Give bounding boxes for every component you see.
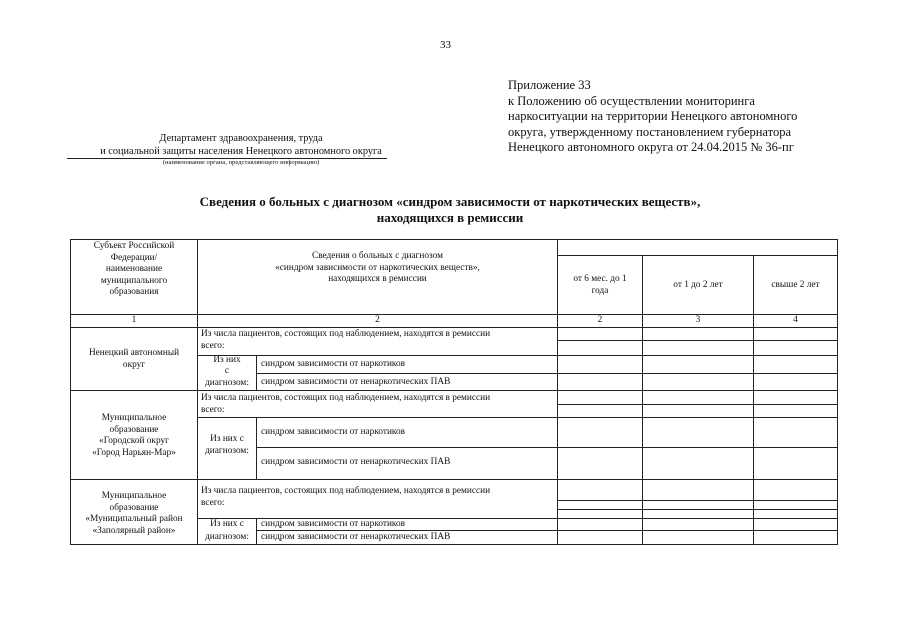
department-line: и социальной защиты населения Ненецкого автономного округа (100, 146, 382, 157)
column-number: 3 (695, 315, 701, 325)
header-6-months-line: от 6 мес. до 1 (573, 274, 627, 284)
of-them-diagnosis-label (198, 355, 256, 389)
of-them-line: диагнозом: (205, 377, 249, 388)
department-caption: (наименование органа, представляющего информацию) (162, 159, 320, 166)
total-remission-label (201, 393, 557, 416)
column-number: 2 (597, 315, 603, 325)
narcotics-label: синдром зависимости от наркотиков (261, 427, 406, 437)
subject-line: «Город Нарьян-Мар» (92, 447, 176, 458)
header-subject-line: Субъект Российской (93, 241, 175, 251)
column-number: 2 (375, 315, 380, 325)
subject-naryan-mar (71, 413, 197, 459)
appendix-line: наркоситуации на территории Ненецкого автономного (508, 109, 798, 123)
of-them-line: с (224, 366, 230, 377)
total-remission-line: Из числа пациентов, состоящих под наблюдением, находятся в ремиссии (201, 486, 491, 496)
subject-line: «Муниципальный район (85, 514, 183, 524)
appendix-line: Ненецкого автономного округа от 24.04.2015 № 36-пг (508, 140, 794, 154)
title-line: Сведения о больных с диагнозом «синдром зависимости от наркотических веществ», (199, 194, 701, 209)
total-remission-label (201, 486, 557, 509)
total-remission-line: Из числа пациентов, состоящих под наблюдением, находятся в ремиссии (201, 329, 491, 339)
department-line: Департамент здравоохранения, труда (159, 133, 323, 144)
header-subject-line: наименование (105, 264, 163, 274)
of-them-line: Из них (213, 355, 241, 365)
subject-line: «Городской округ (99, 436, 169, 446)
header-subject-line: муниципального (100, 275, 168, 286)
appendix-line: округа, утвержденному постановлением губернатора (508, 124, 791, 139)
page-number: 33 (440, 39, 451, 51)
total-remission-line: всего: (201, 404, 225, 415)
of-them-line: Из них с (210, 519, 244, 529)
subject-zapolyarny (71, 491, 197, 537)
of-them-line: диагнозом: (205, 532, 249, 542)
of-them-diagnosis-label (198, 518, 256, 544)
subject-line: округ (122, 359, 146, 370)
total-remission-line: всего: (201, 340, 225, 351)
header-1-2-years: от 1 до 2 лет (673, 280, 723, 290)
subject-line: «Заполярный район» (92, 525, 176, 536)
appendix-line: Приложение 33 (508, 78, 591, 92)
subject-line: Ненецкий автономный (88, 348, 180, 358)
header-6-months-line: года (591, 285, 609, 296)
header-over-2-years: свыше 2 лет (771, 280, 820, 290)
header-subject-line: образования (109, 287, 159, 297)
subject-line: Муниципальное (101, 491, 167, 501)
header-info-line: находящихся в ремиссии (328, 274, 427, 284)
of-them-line: Из них с (210, 434, 244, 444)
narcotics-label: синдром зависимости от наркотиков (261, 359, 406, 369)
appendix-line: к Положению об осуществлении мониторинга (508, 93, 755, 108)
total-remission-line: Из числа пациентов, состоящих под наблюдением, находятся в ремиссии (201, 393, 491, 403)
total-remission-line: всего: (201, 497, 225, 508)
narcotics-label: синдром зависимости от наркотиков (261, 519, 406, 529)
header-info-line: «синдром зависимости от наркотических веществ», (275, 262, 480, 273)
column-number: 4 (793, 315, 798, 325)
nonnarcotic-label: синдром зависимости от ненаркотических ПАВ (261, 377, 451, 387)
title-line: находящихся в ремиссии (376, 210, 524, 225)
subject-line: Муниципальное (101, 413, 167, 423)
header-6-months (558, 274, 642, 297)
header-info (198, 251, 557, 286)
column-number: 1 (131, 315, 137, 325)
nonnarcotic-label: синдром зависимости от ненаркотических ПАВ (261, 457, 451, 467)
header-info-line: Сведения о больных с диагнозом (312, 251, 443, 261)
of-them-diagnosis-label (198, 434, 256, 457)
nonnarcotic-label: синдром зависимости от ненаркотических ПАВ (261, 532, 451, 542)
header-subject-line: Федерации/ (110, 252, 158, 263)
subject-line: образование (109, 502, 159, 513)
header-subject (71, 241, 197, 299)
of-them-line: диагнозом: (205, 445, 249, 456)
total-remission-label (201, 329, 557, 352)
subject-line: образование (109, 424, 159, 435)
subject-nao (71, 348, 197, 371)
